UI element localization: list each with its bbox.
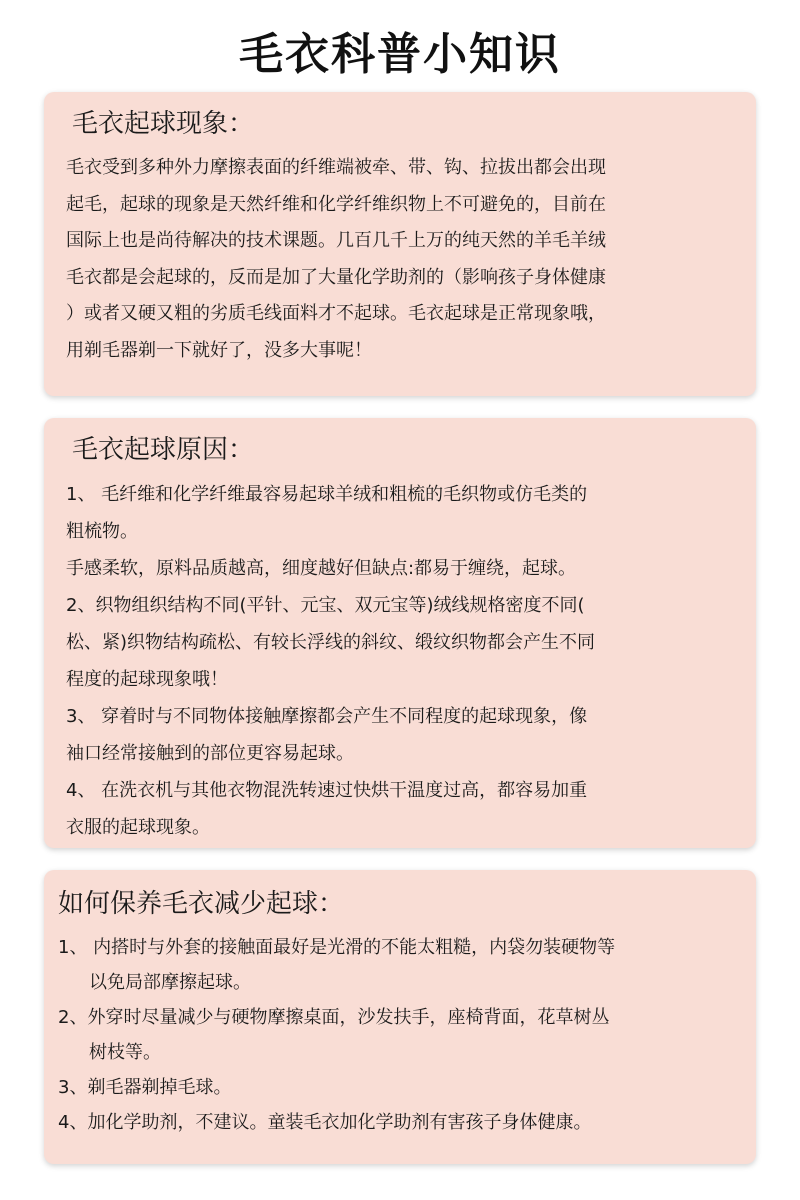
list-item — [58, 1070, 734, 1105]
text-line: 衣服的起球现象。 — [66, 817, 210, 838]
list-item-continuation: 以免局部摩擦起球。 — [89, 972, 251, 993]
pilling-phenomenon-title: 毛衣起球现象： — [72, 109, 255, 139]
text-line: ）或者又硬又粗的劣质毛线面料才不起球。毛衣起球是正常现象哦， — [66, 303, 606, 324]
text-line: 毛衣都是会起球的，反而是加了大量化学助剂的（影响孩子身体健康 — [66, 266, 606, 288]
list-item — [58, 1000, 734, 1070]
text-line: 粗梳物。 — [66, 521, 138, 542]
text-line: 松、紧)织物结构疏松、有较长浮线的斜纹、缎纹织物都会产生不同 — [66, 632, 596, 653]
text-line: 3、 穿着时与不同物体接触摩擦都会产生不同程度的起球现象，像 — [66, 706, 588, 727]
text-line: 4、 在洗衣机与其他衣物混洗转速过快烘干温度过高，都容易加重 — [66, 780, 588, 801]
sweater-care-list — [58, 930, 734, 1140]
text-line: 1、 毛纤维和化学纤维最容易起球羊绒和粗梳的毛织物或仿毛类的 — [66, 484, 588, 505]
list-item-continuation: 树枝等。 — [89, 1042, 161, 1063]
text-line: 毛衣受到多种外力摩擦表面的纤维端被牵、带、钩、拉拔出都会出现 — [66, 157, 606, 178]
list-item-text: 3、剃毛器剃掉毛球。 — [58, 1077, 232, 1098]
text-line: 袖口经常接触到的部位更容易起球。 — [66, 743, 354, 764]
text-line: 起毛，起球的现象是天然纤维和化学纤维织物上不可避免的，目前在 — [66, 193, 606, 215]
list-item-text: 1、 内搭时与外套的接触面最好是光滑的不能太粗糙，内袋勿装硬物等 — [58, 937, 616, 958]
text-line: 手感柔软，原料品质越高，细度越好但缺点:都易于缠绕，起球。 — [66, 558, 577, 579]
sweater-care-title: 如何保养毛衣减少起球： — [58, 889, 345, 919]
pilling-phenomenon-text — [66, 150, 734, 369]
text-line: 用剃毛器剃一下就好了，没多大事呢！ — [66, 339, 372, 361]
pilling-phenomenon-card — [44, 92, 756, 396]
text-line: 2、织物组织结构不同(平针、元宝、双元宝等)绒线规格密度不同( — [66, 595, 585, 616]
pilling-causes-card — [44, 418, 756, 848]
pilling-causes-list — [66, 476, 734, 846]
list-item-text: 4、加化学助剂，不建议。童装毛衣加化学助剂有害孩子身体健康。 — [58, 1112, 592, 1133]
list-item — [58, 1105, 734, 1140]
text-line: 程度的起球现象哦！ — [66, 669, 228, 690]
list-item — [58, 930, 734, 1000]
sweater-care-card — [44, 870, 756, 1164]
pilling-causes-title: 毛衣起球原因： — [72, 435, 255, 465]
list-item-text: 2、外穿时尽量减少与硬物摩擦桌面，沙发扶手，座椅背面，花草树丛 — [58, 1007, 610, 1028]
text-line: 国际上也是尚待解决的技术课题。几百几千上万的纯天然的羊毛羊绒 — [66, 230, 606, 251]
page-title: 毛衣科普小知识 — [239, 29, 561, 80]
